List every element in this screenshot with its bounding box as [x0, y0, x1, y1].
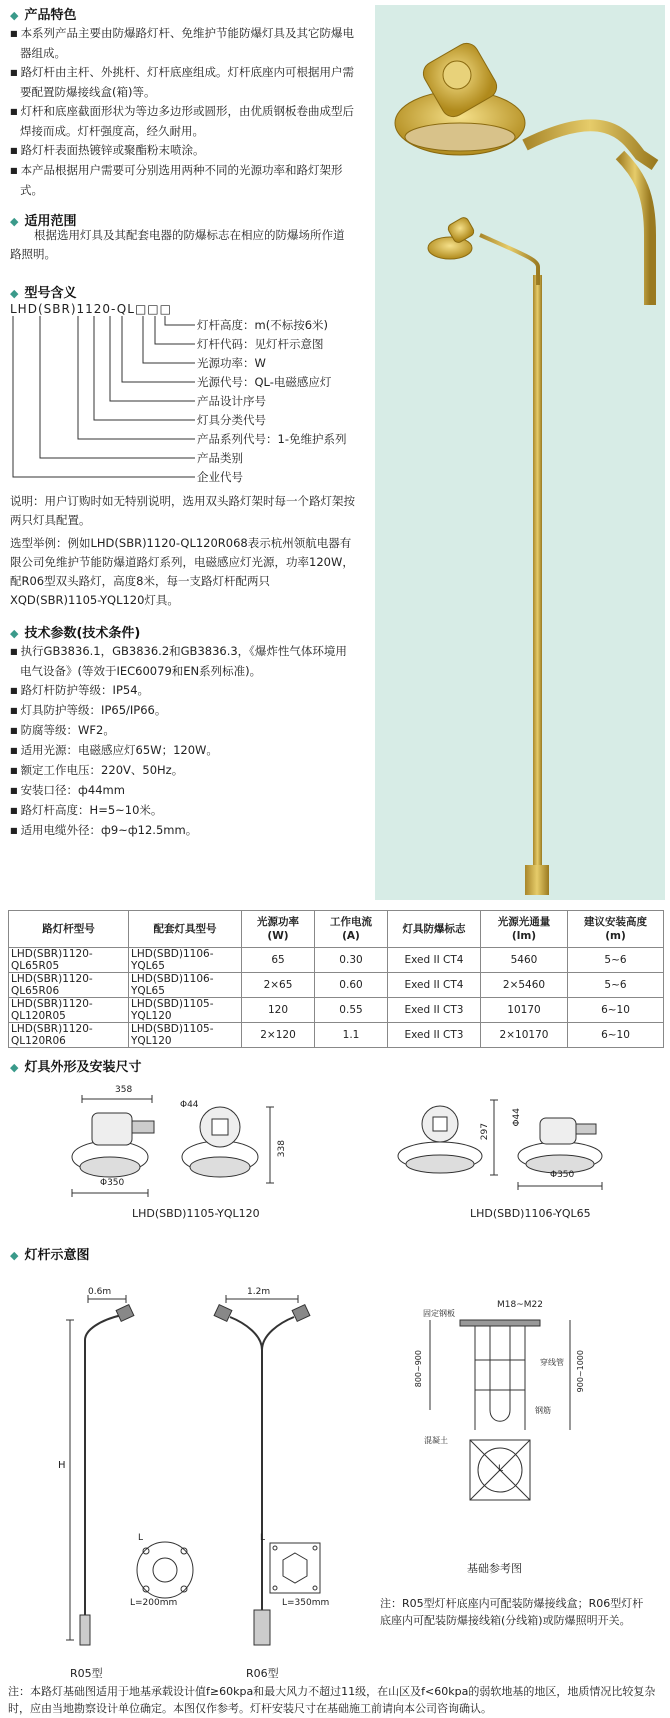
dim-phi44: Φ44	[180, 1100, 199, 1110]
foundation-caption: 基础参考图	[467, 1562, 522, 1575]
table-cell: LHD(SBD)1106-YQL65	[129, 948, 242, 973]
list-item: ■ 适用光源：电磁感应灯65W；120W。	[10, 741, 355, 761]
product-photo	[375, 5, 665, 900]
model-code: LHD(SBR)1120-QL□□□	[10, 302, 172, 316]
model-label: 光源功率：W	[197, 356, 266, 370]
diamond-icon: ◆	[10, 1061, 19, 1074]
model-label: 产品类别	[197, 451, 243, 465]
table-cell: 6~10	[568, 1023, 664, 1048]
list-item: ■ 本系列产品主要由防爆路灯杆、免维护节能防爆灯具及其它防爆电器组成。	[10, 24, 355, 63]
list-item: ■ 灯杆和底座截面形状为等边多边形或圆形，由优质钢板卷曲成型后焊接而成。灯杆强度高，经久耐用。	[10, 102, 355, 141]
scope-text: 根据选用灯具及其配套电器的防爆标志在相应的防爆场所作道路照明。	[10, 228, 345, 261]
table-cell: LHD(SBR)1120-QL120R06	[9, 1023, 129, 1048]
concrete-label: 混凝土	[424, 1436, 448, 1445]
table-header: 路灯杆型号	[9, 911, 129, 948]
table-cell: 10170	[481, 998, 568, 1023]
dim-358: 358	[115, 1085, 133, 1095]
table-cell: Exed II CT4	[388, 973, 481, 998]
features-list	[10, 24, 355, 200]
table-cell: LHD(SBD)1106-YQL65	[129, 973, 242, 998]
table-cell: 2×10170	[481, 1023, 568, 1048]
model-note: 说明：用户订购时如无特别说明，选用双头路灯架时每一个路灯架按两只灯具配置。	[10, 494, 355, 527]
diamond-icon: ◆	[10, 1249, 19, 1262]
r06-base-size: L=350mm	[282, 1598, 330, 1608]
table-cell: 2×5460	[481, 973, 568, 998]
r06-span: 1.2m	[247, 1287, 271, 1297]
r05-base-size: L=200mm	[130, 1598, 178, 1608]
r05-caption: R05型	[70, 1667, 103, 1680]
pipe-label: 穿线管	[540, 1358, 564, 1367]
table-cell: LHD(SBD)1105-YQL120	[129, 1023, 242, 1048]
table-cell: 0.60	[315, 973, 388, 998]
foundation-l-label: L	[498, 1464, 504, 1474]
table-row	[9, 973, 664, 998]
table-cell: LHD(SBR)1120-QL65R06	[9, 973, 129, 998]
model-bracket-lines	[10, 316, 200, 496]
r06-l-label: L	[260, 1533, 266, 1543]
bolt-label: M18~M22	[497, 1300, 543, 1310]
table-cell: 120	[242, 998, 315, 1023]
table-header: 建议安装高度 (m)	[568, 911, 664, 948]
table-cell: Exed II CT4	[388, 948, 481, 973]
table-header: 配套灯具型号	[129, 911, 242, 948]
diamond-icon: ◆	[10, 9, 19, 22]
list-item: ■ 防腐等级：WF2。	[10, 721, 355, 741]
diamond-icon: ◆	[10, 215, 19, 228]
model-label: 灯具分类代号	[197, 413, 266, 427]
dim-297: 297	[480, 1123, 490, 1141]
scope-title: ◆ 适用范围	[10, 214, 77, 229]
table-cell: 0.30	[315, 948, 388, 973]
r05-l-label: L	[138, 1533, 144, 1543]
spec-table	[8, 910, 664, 1048]
features-title: ◆ 产品特色	[10, 8, 77, 23]
pole-diagram-title: ◆ 灯杆示意图	[10, 1248, 90, 1263]
list-item: ■ 本产品根据用户需要可分别选用两种不同的光源功率和路灯架形式。	[10, 161, 355, 200]
table-cell: Exed II CT3	[388, 998, 481, 1023]
table-row	[9, 1023, 664, 1048]
model-label: 灯杆代码：见灯杆示意图	[197, 337, 324, 351]
table-header: 光源功率 (W)	[242, 911, 315, 948]
list-item: ■ 路灯杆高度：H=5~10米。	[10, 801, 355, 821]
lamp-1105-caption: LHD(SBD)1105-YQL120	[132, 1207, 260, 1220]
diamond-icon: ◆	[10, 287, 19, 300]
table-header: 光源光通量 (lm)	[481, 911, 568, 948]
h2-label: 900~1000	[576, 1350, 585, 1393]
table-cell: LHD(SBR)1120-QL120R05	[9, 998, 129, 1023]
model-label: 产品设计序号	[197, 394, 266, 408]
model-label: 灯杆高度：m(不标按6米)	[197, 318, 328, 332]
table-cell: 5~6	[568, 973, 664, 998]
dim-phi350: Φ350	[100, 1178, 125, 1188]
table-cell: 2×120	[242, 1023, 315, 1048]
plate-label: 固定钢板	[423, 1309, 455, 1318]
table-cell: LHD(SBD)1105-YQL120	[129, 998, 242, 1023]
h-label: H	[58, 1460, 66, 1471]
table-cell: 1.1	[315, 1023, 388, 1048]
list-item: ■ 灯具防护等级：IP65/IP66。	[10, 701, 355, 721]
table-cell: Exed II CT3	[388, 1023, 481, 1048]
list-item: ■ 执行GB3836.1，GB3836.2和GB3836.3，《爆炸性气体环境用电气设备》(等效于IEC60079和EN系列标准)。	[10, 642, 355, 681]
footer-note: 注：本路灯基础图适用于地基承载设计值f≥60kpa和最大风力不超过11级，在山区及f<60kpa的弱软地基的地区，地质情况比较复杂时，应由当地勘察设计单位确定。本图仅作参考。灯杆安装尺寸在基础施工前请向本公司咨询确认。	[8, 1685, 656, 1715]
street-lamp-illustration	[375, 5, 665, 900]
list-item: ■ 路灯杆防护等级：IP54。	[10, 681, 355, 701]
rebar-label: 钢筋	[535, 1406, 551, 1415]
table-cell: 0.55	[315, 998, 388, 1023]
list-item: ■ 安装口径：ф44mm	[10, 781, 355, 801]
table-cell: LHD(SBR)1120-QL65R05	[9, 948, 129, 973]
table-row	[9, 998, 664, 1023]
table-header: 工作电流 (A)	[315, 911, 388, 948]
model-label: 企业代号	[197, 470, 243, 484]
foundation-drawing	[420, 1310, 620, 1510]
pole-note: 注：R05型灯杆底座内可配装防爆接线盒；R06型灯杆底座内可配装防爆接线箱(分线箱)或防爆照明开关。	[380, 1597, 644, 1627]
table-cell: 6~10	[568, 998, 664, 1023]
table-header: 灯具防爆标志	[388, 911, 481, 948]
list-item: ■ 路灯杆表面热镀锌或聚酯粉末喷涂。	[10, 141, 355, 161]
dim-phi44b: Φ44	[512, 1108, 522, 1127]
dim-phi350b: Φ350	[550, 1170, 575, 1180]
tech-list	[10, 642, 355, 841]
table-cell: 2×65	[242, 973, 315, 998]
r05-span: 0.6m	[88, 1287, 112, 1297]
r06-caption: R06型	[246, 1667, 279, 1680]
h1-label: 800~900	[414, 1350, 423, 1388]
table-cell: 5460	[481, 948, 568, 973]
model-example: 选型举例：例如LHD(SBR)1120-QL120R068表示杭州领航电器有限公司免维护节能防爆道路灯系列，电磁感应灯光源，功率120W，配R06型双头路灯，高度8米，每一支路灯杆配两只XQD(SBR)1105-YQL120灯具。	[10, 536, 354, 607]
model-label: 光源代号：QL-电磁感应灯	[197, 375, 332, 389]
tech-title: ◆ 技术参数(技术条件)	[10, 626, 141, 641]
list-item: ■ 适用电缆外径：ф9~ф12.5mm。	[10, 821, 355, 841]
list-item: ■ 路灯杆由主杆、外挑杆、灯杆底座组成。灯杆底座内可根据用户需要配置防爆接线盒(箱)等。	[10, 63, 355, 102]
table-cell: 65	[242, 948, 315, 973]
model-label: 产品系列代号：1-免维护系列	[197, 432, 347, 446]
table-cell: 5~6	[568, 948, 664, 973]
dim-338: 338	[277, 1140, 287, 1158]
table-row	[9, 948, 664, 973]
lamp-1106-drawing	[390, 1090, 630, 1200]
list-item: ■ 额定工作电压：220V、50Hz。	[10, 761, 355, 781]
diamond-icon: ◆	[10, 627, 19, 640]
lamp-dims-title: ◆ 灯具外形及安装尺寸	[10, 1060, 142, 1075]
lamp-1106-caption: LHD(SBD)1106-YQL65	[470, 1207, 591, 1220]
model-title: ◆ 型号含义	[10, 286, 77, 301]
